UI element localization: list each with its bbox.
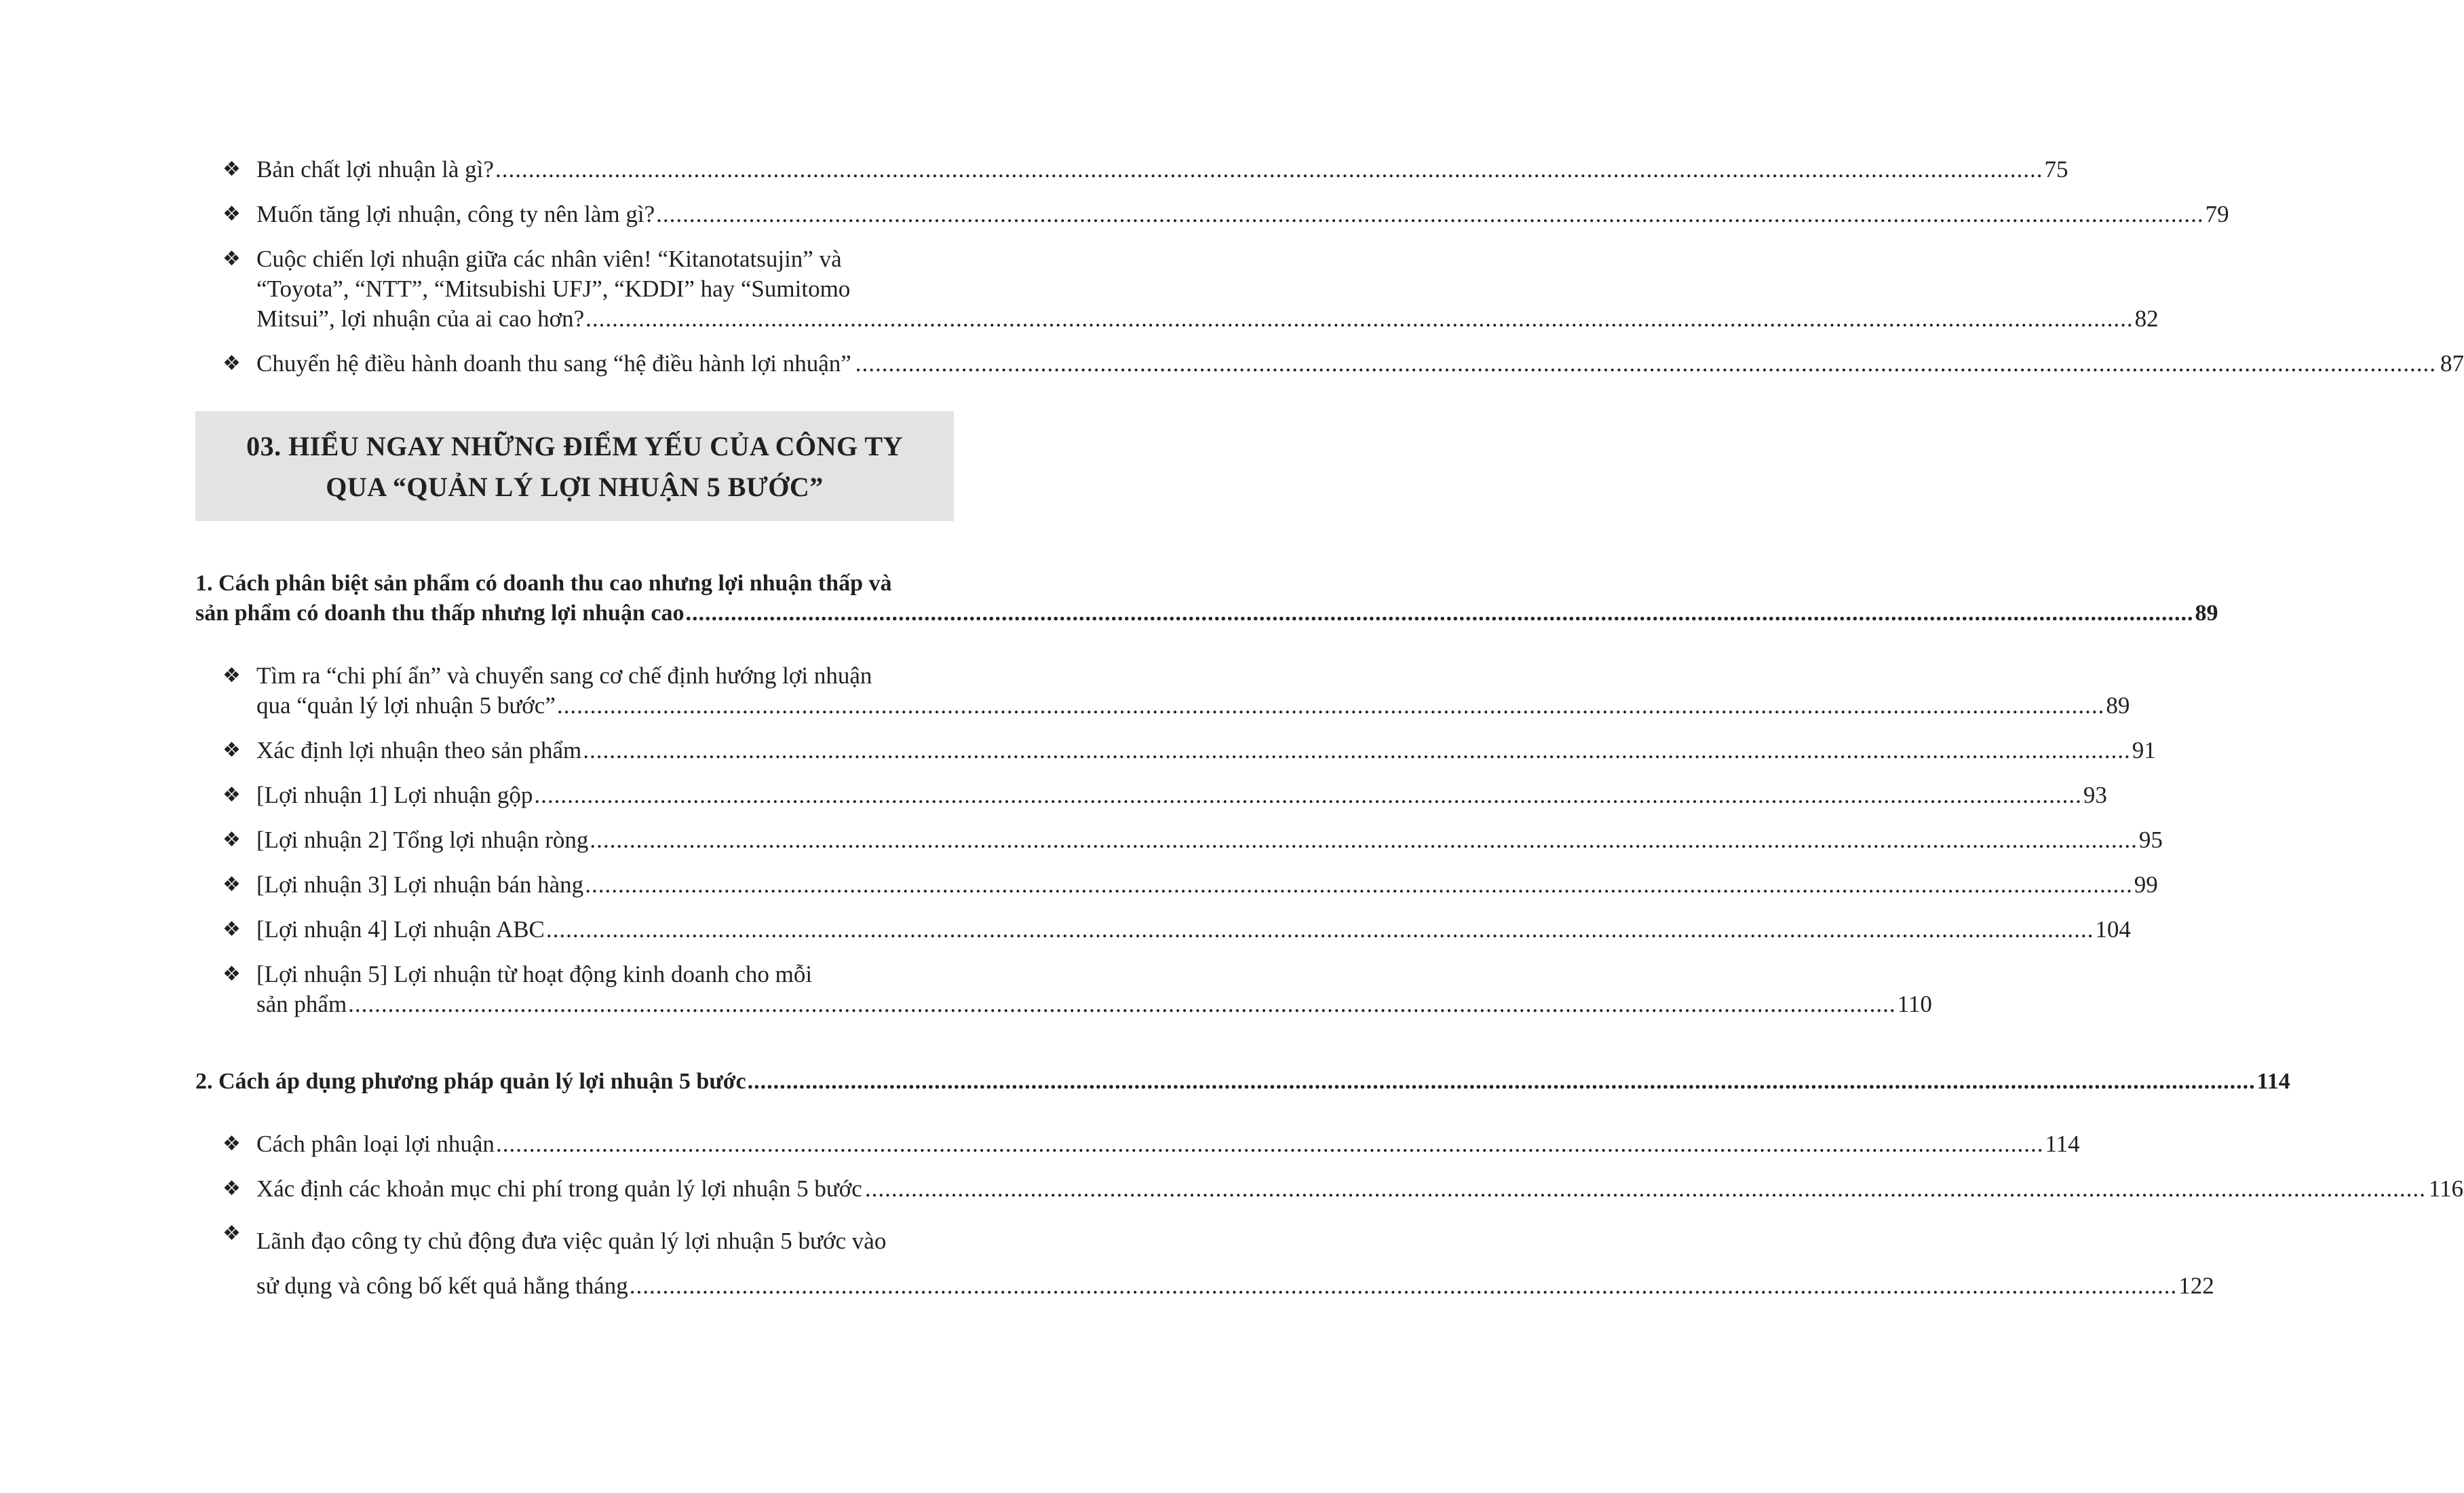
leader-dots <box>630 1264 2178 1308</box>
leader-dots <box>348 989 1896 1019</box>
toc-page-number: 122 <box>2178 1272 2214 1299</box>
diamond-bullet-icon: ❖ <box>223 738 241 762</box>
leader-dots <box>748 1067 2256 1097</box>
leader-dots <box>557 691 2105 721</box>
table-of-contents <box>195 155 2464 1308</box>
section-heading-line: 1. Cách phân biệt sản phẩm có doanh thu cao nhưng lợi nhuận thấp và <box>195 571 892 596</box>
toc-page-number: 95 <box>2138 827 2163 853</box>
chapter-heading-line: QUA “QUẢN LÝ LỢI NHUẬN 5 BƯỚC” <box>326 472 824 502</box>
leader-dots <box>534 780 2082 810</box>
toc-entry-title: qua “quản lý lợi nhuận 5 bước” <box>256 692 556 719</box>
toc-entry-title-line: Cuộc chiến lợi nhuận giữa các nhân viên! “Kitanotatsujin” và <box>256 246 842 272</box>
diamond-bullet-icon: ❖ <box>223 202 241 226</box>
toc-page-number: 82 <box>2134 305 2159 332</box>
toc-page-number: 99 <box>2134 871 2158 898</box>
diamond-bullet-icon: ❖ <box>223 828 241 852</box>
section-heading <box>195 569 2218 628</box>
toc-page-number: 89 <box>2106 692 2130 719</box>
toc-entry-title: Chuyển hệ điều hành doanh thu sang “hệ điều hành lợi nhuận” <box>256 350 851 377</box>
toc-page-number: 79 <box>2205 201 2229 227</box>
toc-page-number: 104 <box>2095 916 2131 943</box>
diamond-bullet-icon: ❖ <box>223 783 241 807</box>
toc-entry-title: Muốn tăng lợi nhuận, công ty nên làm gì? <box>256 201 655 227</box>
toc-entry <box>195 825 2163 855</box>
diamond-bullet-icon: ❖ <box>223 664 241 687</box>
toc-entry-title: sản phẩm <box>256 991 347 1017</box>
toc-entry: ❖ Xác định các khoản mục chi phí trong quản lý lợi nhuận 5 bước ..... .. 116 <box>195 1174 954 1204</box>
toc-entry <box>195 960 1932 1019</box>
leader-dots <box>585 304 2134 334</box>
leader-dots <box>583 736 2131 766</box>
toc-entry: ❖ Chuyển hệ điều hành doanh thu sang “hệ điều hành lợi nhuận” ..... ..... 87 <box>195 349 954 379</box>
leader-dots <box>495 155 2043 185</box>
leader-dots <box>685 599 2193 628</box>
toc-entry-title: Xác định lợi nhuận theo sản phẩm <box>256 737 582 763</box>
toc-page-number: 91 <box>2132 737 2156 763</box>
toc-page-number: 87 <box>2440 350 2464 377</box>
leader-dots <box>656 200 2204 229</box>
section-page-number: 89 <box>2195 601 2218 626</box>
section-heading-title: 2. Cách áp dụng phương pháp quản lý lợi nhuận 5 bước <box>195 1069 746 1094</box>
toc-entry <box>195 1129 2080 1159</box>
toc-entry <box>195 736 2156 766</box>
toc-entry <box>195 244 2159 334</box>
toc-entry-title: [Lợi nhuận 3] Lợi nhuận bán hàng <box>256 871 584 898</box>
toc-entry-title: Bản chất lợi nhuận là gì? <box>256 156 494 183</box>
leader-dots <box>585 870 2133 900</box>
diamond-bullet-icon: ❖ <box>223 918 241 941</box>
diamond-bullet-icon: ❖ <box>223 1132 241 1156</box>
toc-entry <box>195 780 2107 810</box>
toc-entry <box>195 200 2229 229</box>
toc-entry <box>195 915 2131 945</box>
toc-entry-title-line: [Lợi nhuận 5] Lợi nhuận từ hoạt động kinh doanh cho mỗi <box>256 961 813 987</box>
diamond-bullet-icon: ❖ <box>223 1177 241 1201</box>
section-heading <box>195 1067 2290 1097</box>
toc-entry-title: [Lợi nhuận 1] Lợi nhuận gộp <box>256 782 533 808</box>
toc-entry-title: Cách phân loại lợi nhuận <box>256 1131 495 1157</box>
toc-entry-title-line: Lãnh đạo công ty chủ động đưa việc quản lý lợi nhuận 5 bước vào <box>256 1228 887 1254</box>
diamond-bullet-icon: ❖ <box>223 962 241 986</box>
toc-entry <box>195 870 2158 900</box>
toc-entry <box>195 155 2068 185</box>
chapter-heading <box>195 411 954 521</box>
toc-entry-title: Xác định các khoản mục chi phí trong quản lý lợi nhuận 5 bước <box>256 1175 862 1202</box>
diamond-bullet-icon: ❖ <box>223 352 241 375</box>
toc-page-number: 114 <box>2045 1131 2080 1157</box>
toc-page-number: 93 <box>2083 782 2107 808</box>
toc-page-number: 116 <box>2428 1175 2464 1202</box>
toc-page-number: 110 <box>1897 991 1932 1017</box>
toc-entry <box>195 661 2130 721</box>
toc-entry-title: [Lợi nhuận 2] Tổng lợi nhuận ròng <box>256 827 589 853</box>
toc-entry-title: [Lợi nhuận 4] Lợi nhuận ABC <box>256 916 545 943</box>
toc-entry-title: sử dụng và công bố kết quả hằng tháng <box>256 1272 628 1299</box>
toc-entry <box>195 1219 2214 1308</box>
diamond-bullet-icon: ❖ <box>223 157 241 181</box>
toc-page-number: 75 <box>2044 156 2068 183</box>
toc-entry-title-line: Tìm ra “chi phí ẩn” và chuyển sang cơ chế định hướng lợi nhuận <box>256 662 872 689</box>
leader-dots <box>546 915 2094 945</box>
section-heading-title: sản phẩm có doanh thu thấp nhưng lợi nhuận cao <box>195 601 685 626</box>
leader-dots <box>496 1129 2044 1159</box>
diamond-bullet-icon: ❖ <box>223 873 241 896</box>
diamond-bullet-icon: ❖ <box>223 1222 241 1245</box>
leader-dots <box>590 825 2138 855</box>
chapter-heading-line: 03. HIỂU NGAY NHỮNG ĐIỂM YẾU CỦA CÔNG TY <box>246 431 903 461</box>
diamond-bullet-icon: ❖ <box>223 247 241 271</box>
toc-entry-title-line: “Toyota”, “NTT”, “Mitsubishi UFJ”, “KDDI” hay “Sumitomo <box>256 276 851 302</box>
section-page-number: 114 <box>2256 1069 2290 1094</box>
toc-entry-title: Mitsui”, lợi nhuận của ai cao hơn? <box>256 305 585 332</box>
